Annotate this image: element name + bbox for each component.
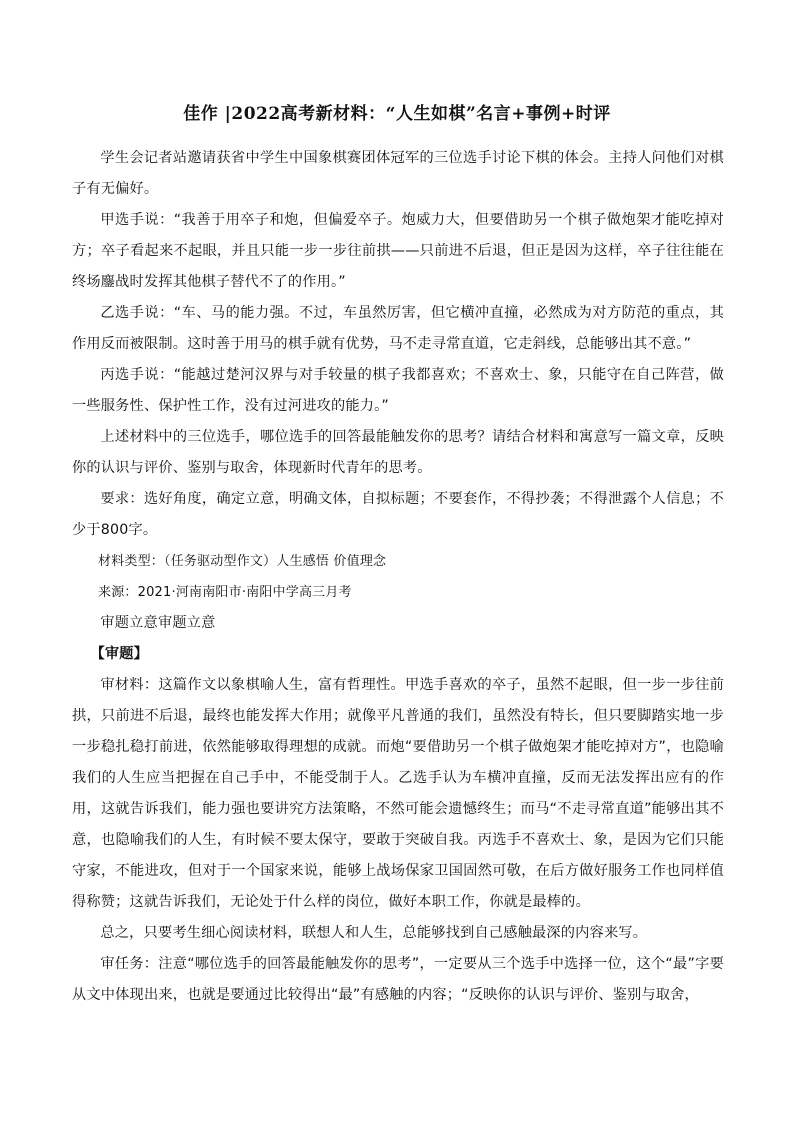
material-paragraph-player-b: 乙选手说：“车、马的能力强。不过，车虽然厉害，但它横冲直撞，必然成为对方防范的重点，其作用反而被限制。这时善于用马的棋手就有优势，马不走寻常直道，它走斜线，总能够出其不意。” — [72, 305, 724, 352]
material-paragraph-player-c: 丙选手说：“能越过楚河汉界与对手较量的棋子我都喜欢；不喜欢士、象，只能守在自己阵营，做一些服务性、保护性工作，没有过河进攻的能力。” — [72, 367, 724, 414]
material-paragraph-intro: 学生会记者站邀请获省中学生中国象棋赛团体冠军的三位选手讨论下棋的体会。主持人问他们对棋子有无偏好。 — [72, 150, 724, 197]
section-title: 审题立意审题立意 — [100, 615, 216, 631]
document-title: 佳作 |2022高考新材料：“人生如棋”名言+事例+时评 — [183, 104, 611, 124]
analysis-paragraph-material: 审材料：这篇作文以象棋喻人生，富有哲理性。甲选手喜欢的卒子，虽然不起眼，但一步一步往前拱，只前进不后退，最终也能发挥大作用；就像平凡普通的我们，虽然没有特长，但只要脚踏实地一步一步稳扎稳打前进，依然能够取得理想的成就。而炮“要借助另一个棋子做炮架才能吃掉对方”，也隐喻我们的人生应当把握在自己手中，不能受制于人。乙选手认为车横冲直撞，反而无法发挥出应有的作用，这就告诉我们，能力强也要讲究方法策略，不然可能会遗憾终生；而马“不走寻常直道”能够出其不意，也隐喻我们的人生，有时候不要太保守，要敢于突破自我。丙选手不喜欢士、象，是因为它们只能守家，不能进攻，但对于一个国家来说，能够上战场保家卫国固然可敬，在后方做好服务工作也同样值得称赞；这就告诉我们，无论处于什么样的岗位，做好本职工作，你就是最棒的。 — [72, 677, 724, 910]
material-type-line: 材料类型：（任务驱动型作文）人生感悟 价值理念 — [98, 554, 387, 569]
analysis-paragraph-task: 审任务：注意“哪位选手的回答最能触发你的思考”，一定要从三个选手中选择一位，这个“最”字要从文中体现出来，也就是要通过比较得出“最”有感触的内容；“反映你的认识与评价、鉴别与取舍， — [72, 956, 724, 1003]
document-body — [72, 143, 724, 1011]
prompt-paragraph: 上述材料中的三位选手，哪位选手的回答最能触发你的思考？请结合材料和寓意写一篇文章，反映你的认识与评价、鉴别与取舍，体现新时代青年的思考。 — [72, 429, 724, 476]
material-paragraph-player-a: 甲选手说：“我善于用卒子和炮，但偏爱卒子。炮威力大，但要借助另一个棋子做炮架才能吃掉对方；卒子看起来不起眼，并且只能一步一步往前拱——只前进不后退，但正是因为这样，卒子往往能在终场鏖战时发挥其他棋子替代不了的作用。” — [72, 212, 724, 290]
section-heading: 【审题】 — [90, 646, 149, 662]
analysis-paragraph-summary: 总之，只要考生细心阅读材料，联想人和人生，总能够找到自己感触最深的内容来写。 — [100, 925, 648, 941]
material-source-line: 来源：2021·河南南阳市·南阳中学高三月考 — [98, 585, 352, 600]
requirements-paragraph: 要求：选好角度，确定立意，明确文体，自拟标题；不要套作，不得抄袭；不得泄露个人信息；不少于800字。 — [72, 491, 724, 538]
